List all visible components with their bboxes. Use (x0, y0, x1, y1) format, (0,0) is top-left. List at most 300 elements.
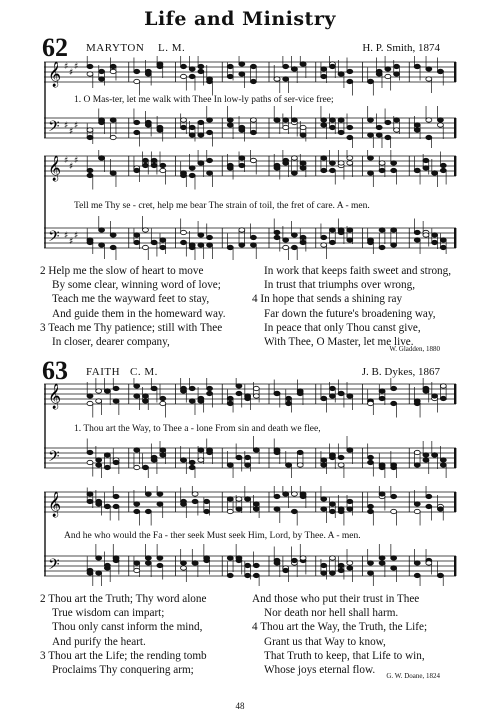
note-head (414, 399, 420, 403)
note-head (151, 240, 157, 244)
note-head (250, 79, 256, 83)
note-head (207, 158, 213, 162)
note-head (379, 228, 385, 232)
note-head (423, 389, 429, 393)
note-head (87, 568, 93, 572)
note-head (181, 118, 187, 122)
note-head (96, 389, 102, 393)
note-head (151, 455, 157, 459)
note-head (347, 79, 353, 83)
note-head (347, 156, 353, 160)
note-head (321, 497, 327, 501)
note-head (207, 118, 213, 122)
note-head (96, 399, 102, 403)
note-head (385, 67, 391, 71)
lyric-line: 1. Thou art the Way, to Thee a - lone From sin and death we flee, (74, 424, 321, 434)
note-head (113, 494, 119, 498)
note-head (321, 123, 327, 127)
note-head (245, 396, 251, 400)
note-head (204, 556, 210, 560)
note-head (432, 233, 438, 237)
note-head (391, 509, 397, 513)
note-head (227, 123, 233, 127)
note-head (96, 556, 102, 560)
note-head (87, 240, 93, 244)
note-head (104, 389, 110, 393)
note-head (391, 168, 397, 172)
note-head (198, 120, 204, 124)
note-head (99, 69, 105, 73)
note-head (329, 240, 335, 244)
note-head (432, 171, 438, 175)
note-head (300, 494, 306, 498)
note-head (440, 163, 446, 167)
note-head (347, 561, 353, 565)
note-head (414, 463, 420, 467)
note-head (391, 243, 397, 247)
note-head (440, 238, 446, 242)
note-head (239, 156, 245, 160)
note-head (110, 118, 116, 122)
verse (40, 264, 226, 349)
note-head (104, 563, 110, 567)
note-head (96, 463, 102, 467)
note-head (239, 243, 245, 247)
note-head (134, 240, 140, 244)
note-head (291, 118, 297, 122)
note-head (291, 233, 297, 237)
note-head (414, 123, 420, 127)
note-head (423, 458, 429, 462)
sharp-icon: ♯ (74, 121, 79, 131)
note-head (96, 458, 102, 462)
lyric-line: And he who would the Fa - ther seek Must seek Him, Lord, by Thee. A - men. (64, 531, 361, 541)
note-head (283, 64, 289, 68)
note-head (87, 168, 93, 172)
note-head (368, 240, 374, 244)
note-head (321, 243, 327, 247)
note-head (110, 245, 116, 249)
note-head (414, 64, 420, 68)
note-head (329, 64, 335, 68)
note-head (198, 133, 204, 137)
note-head (87, 173, 93, 177)
note-head (423, 166, 429, 170)
note-head (379, 396, 385, 400)
note-head (379, 561, 385, 565)
note-head (432, 394, 438, 398)
verse-line: That Truth to keep, that Life to win, (264, 649, 425, 662)
sharp-icon: ♯ (64, 231, 69, 241)
note-head (250, 64, 256, 68)
note-head (286, 463, 292, 467)
note-head (142, 228, 148, 232)
note-head (426, 504, 432, 508)
note-head (391, 228, 397, 232)
note-head (181, 230, 187, 234)
note-head (291, 67, 297, 71)
note-head (440, 396, 446, 400)
note-head (274, 230, 280, 234)
note-head (207, 235, 213, 239)
note-head (440, 384, 446, 388)
note-head (338, 455, 344, 459)
note-head (274, 494, 280, 498)
note-head (145, 561, 151, 565)
note-head (87, 460, 93, 464)
note-head (376, 125, 382, 129)
verse-line: True wisdom can impart; (52, 607, 165, 620)
note-head (181, 458, 187, 462)
note-head (379, 168, 385, 172)
verse-line: 3 Thou art the Life; the rending tomb (40, 649, 207, 662)
note-head (391, 494, 397, 498)
note-head (394, 128, 400, 132)
note-head (87, 450, 93, 454)
note-head (198, 458, 204, 462)
treble-clef-icon: 𝄞 (48, 492, 62, 517)
sharp-icon: ♯ (64, 121, 69, 131)
note-head (338, 130, 344, 134)
note-head (236, 507, 242, 511)
note-head (189, 67, 195, 71)
note-head (414, 509, 420, 513)
note-head (134, 561, 140, 565)
note-head (113, 460, 119, 464)
note-head (239, 163, 245, 167)
note-head (198, 64, 204, 68)
note-head (134, 394, 140, 398)
note-head (347, 135, 353, 139)
note-head (376, 69, 382, 73)
note-head (321, 571, 327, 575)
note-head (321, 463, 327, 467)
note-head (321, 563, 327, 567)
note-head (253, 394, 259, 398)
note-head (198, 399, 204, 403)
note-head (391, 566, 397, 570)
sharp-icon: ♯ (74, 231, 79, 241)
note-head (338, 463, 344, 467)
note-head (110, 64, 116, 68)
note-head (134, 465, 140, 469)
note-head (414, 573, 420, 577)
treble-clef-icon: 𝄞 (48, 62, 62, 87)
note-head (227, 509, 233, 513)
note-head (347, 238, 353, 242)
note-head (297, 391, 303, 395)
note-head (236, 497, 242, 501)
note-head (160, 168, 166, 172)
verse (252, 592, 427, 677)
note-head (329, 386, 335, 390)
note-head (274, 507, 280, 511)
note-head (426, 135, 432, 139)
sharp-icon: ♯ (69, 162, 74, 172)
note-head (291, 245, 297, 249)
note-head (207, 130, 213, 134)
verse-line: 4 Thou art the Way, the Truth, the Life; (252, 621, 428, 634)
note-head (300, 235, 306, 239)
note-head (376, 133, 382, 137)
note-head (329, 455, 335, 459)
note-head (297, 450, 303, 454)
note-head (250, 235, 256, 239)
note-head (440, 463, 446, 467)
note-head (99, 228, 105, 232)
note-head (274, 558, 280, 562)
note-head (110, 233, 116, 237)
note-head (142, 399, 148, 403)
note-head (437, 69, 443, 73)
note-head (96, 502, 102, 506)
note-head (437, 118, 443, 122)
verse-line: With Thee, O Master, let me live. (264, 335, 414, 348)
note-head (207, 386, 213, 390)
note-head (227, 556, 233, 560)
note-head (250, 243, 256, 247)
note-head (347, 125, 353, 129)
note-head (157, 556, 163, 560)
note-head (321, 235, 327, 239)
note-head (207, 77, 213, 81)
verse-line: In peace that only Thou canst give, (264, 321, 421, 334)
note-head (414, 128, 420, 132)
verse-line: Proclaims Thy conquering arm; (52, 663, 194, 676)
note-head (329, 168, 335, 172)
note-head (414, 238, 420, 242)
note-head (160, 448, 166, 452)
verse-line: 2 Thou art the Truth; Thy word alone (40, 593, 207, 605)
sharp-icon: ♯ (64, 156, 69, 166)
bass-clef-icon: 𝄢 (48, 556, 60, 577)
note-head (151, 163, 157, 167)
note-head (134, 130, 140, 134)
note-head (250, 130, 256, 134)
note-head (142, 163, 148, 167)
sharp-icon: ♯ (69, 68, 74, 78)
note-head (291, 156, 297, 160)
note-head (347, 69, 353, 73)
verse-line: 4 In hope that sends a shining ray (252, 293, 403, 306)
note-head (134, 502, 140, 506)
note-head (99, 77, 105, 81)
note-head (253, 573, 259, 577)
composer: J. B. Dykes, 1867 (361, 366, 440, 378)
note-head (181, 389, 187, 393)
section-title: Life and Ministry (144, 8, 336, 30)
note-head (347, 448, 353, 452)
note-head (142, 394, 148, 398)
note-head (145, 123, 151, 127)
note-head (423, 453, 429, 457)
note-head (245, 563, 251, 567)
note-head (99, 243, 105, 247)
note-head (181, 64, 187, 68)
note-head (300, 125, 306, 129)
note-head (160, 163, 166, 167)
verse-line: Nor death nor hell shall harm. (264, 607, 399, 620)
note-head (87, 128, 93, 132)
note-head (157, 563, 163, 567)
meter: L. M. (158, 42, 186, 54)
note-head (160, 396, 166, 400)
note-head (338, 72, 344, 76)
note-head (391, 401, 397, 405)
note-head (239, 62, 245, 66)
note-head (104, 453, 110, 457)
note-head (291, 492, 297, 496)
note-head (192, 499, 198, 503)
verse-line: Teach me the wayward feet to stay, (52, 293, 210, 306)
note-head (286, 396, 292, 400)
verse-line: 3 Teach me Thy patience; still with Thee (40, 321, 223, 334)
note-head (394, 118, 400, 122)
verse-line: Whose joys eternal flow. (264, 663, 376, 676)
note-head (104, 465, 110, 469)
verse (40, 592, 207, 677)
note-head (437, 507, 443, 511)
tune-name: FAITH (86, 366, 121, 378)
note-head (283, 77, 289, 81)
note-head (368, 509, 374, 513)
verse-line: In trust that triumphs over wrong, (264, 279, 416, 292)
verse-line: And those who put their trust in Thee (252, 593, 420, 605)
note-head (329, 394, 335, 398)
lyric-line: 1. O Mas-ter, let me walk with Thee In low-ly paths of ser-vice free; (74, 95, 334, 105)
note-head (113, 386, 119, 390)
note-head (347, 507, 353, 511)
note-head (321, 118, 327, 122)
note-head (253, 502, 259, 506)
note-head (160, 238, 166, 242)
note-head (426, 561, 432, 565)
note-head (142, 245, 148, 249)
note-head (239, 128, 245, 132)
note-head (274, 391, 280, 395)
note-head (414, 502, 420, 506)
note-head (321, 156, 327, 160)
note-head (432, 453, 438, 457)
note-head (437, 573, 443, 577)
note-head (385, 120, 391, 124)
note-head (204, 509, 210, 513)
note-head (347, 161, 353, 165)
note-head (379, 556, 385, 560)
note-head (368, 133, 374, 137)
note-head (329, 118, 335, 122)
note-head (329, 509, 335, 513)
note-head (134, 233, 140, 237)
note-head (99, 156, 105, 160)
note-head (189, 74, 195, 78)
sharp-icon: ♯ (74, 62, 79, 72)
note-head (300, 556, 306, 560)
note-head (189, 460, 195, 464)
note-head (347, 228, 353, 232)
verse-line: And guide them in the homeward way. (52, 307, 226, 320)
note-head (338, 391, 344, 395)
note-head (157, 128, 163, 132)
note-head (189, 125, 195, 129)
bass-clef-icon: 𝄢 (48, 448, 60, 469)
note-head (245, 455, 251, 459)
note-head (338, 118, 344, 122)
note-head (283, 492, 289, 496)
note-head (145, 72, 151, 76)
note-head (99, 120, 105, 124)
note-head (329, 125, 335, 129)
note-head (245, 573, 251, 577)
note-head (198, 448, 204, 452)
note-head (368, 561, 374, 565)
note-head (189, 166, 195, 170)
author-credit: W. Gladden, 1880 (389, 345, 440, 353)
note-head (96, 571, 102, 575)
note-head (291, 509, 297, 513)
note-head (414, 230, 420, 234)
note-head (189, 243, 195, 247)
note-head (379, 389, 385, 393)
note-head (87, 492, 93, 496)
note-head (329, 161, 335, 165)
note-head (198, 233, 204, 237)
note-head (157, 502, 163, 506)
note-head (321, 67, 327, 71)
note-head (391, 386, 397, 390)
note-head (253, 507, 259, 511)
note-head (321, 168, 327, 172)
note-head (291, 171, 297, 175)
note-head (379, 245, 385, 249)
note-head (379, 492, 385, 496)
page-number: 48 (235, 701, 245, 711)
note-head (283, 238, 289, 242)
note-head (329, 502, 335, 506)
verse-line: And purify the heart. (52, 635, 146, 648)
note-head (189, 465, 195, 469)
note-head (338, 563, 344, 567)
note-head (250, 118, 256, 122)
note-head (113, 556, 119, 560)
note-head (300, 62, 306, 66)
note-head (160, 401, 166, 405)
hymn-number: 63 (42, 356, 68, 385)
note-head (157, 64, 163, 68)
author-credit: G. W. Doane, 1824 (386, 672, 440, 680)
note-head (440, 245, 446, 249)
note-head (385, 74, 391, 78)
note-head (239, 228, 245, 232)
note-head (394, 72, 400, 76)
verse-line: In work that keeps faith sweet and strong, (264, 265, 452, 277)
note-head (329, 556, 335, 560)
note-head (368, 504, 374, 508)
note-head (283, 125, 289, 129)
note-head (274, 450, 280, 454)
note-head (189, 399, 195, 403)
note-head (142, 465, 148, 469)
sharp-icon: ♯ (74, 156, 79, 166)
verse (252, 264, 451, 349)
note-head (227, 245, 233, 249)
note-head (142, 158, 148, 162)
note-head (300, 133, 306, 137)
note-head (286, 401, 292, 405)
note-head (329, 228, 335, 232)
note-head (227, 463, 233, 467)
note-head (274, 235, 280, 239)
